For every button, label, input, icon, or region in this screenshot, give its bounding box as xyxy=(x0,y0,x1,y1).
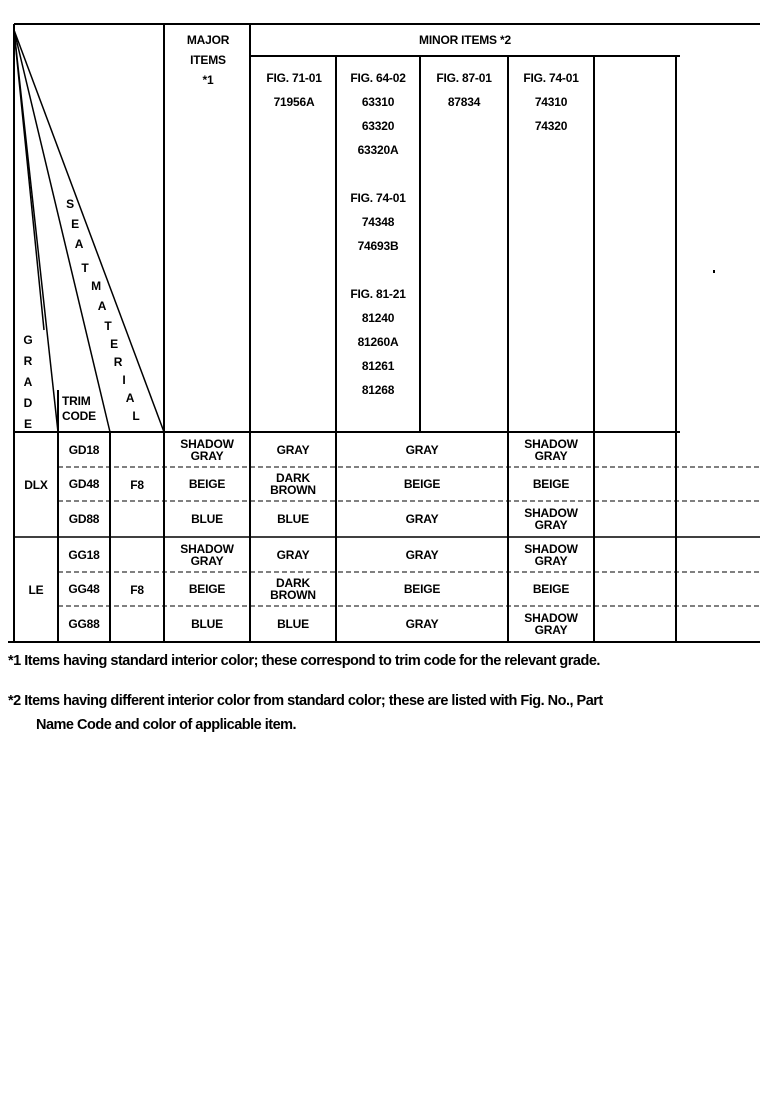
minor-item-1-color: GRAY xyxy=(276,442,310,457)
footnote-1: *1 Items having standard interior color; these correspond to trim code for the relevant grade. xyxy=(8,653,600,669)
major-item-color: BEIGE xyxy=(188,477,226,491)
minor-item-2-3-color: GRAY xyxy=(405,512,439,526)
major-item-color: BLUE xyxy=(191,512,223,526)
seat-material-letter: A xyxy=(74,237,84,251)
grade-letter: A xyxy=(23,375,33,389)
minor-item-2-3-color: GRAY xyxy=(405,547,439,562)
major-item-color-cell xyxy=(164,432,250,467)
seat-material: F8 xyxy=(130,477,144,492)
seat-material: F8 xyxy=(130,582,144,597)
major-items-label: MAJOR ITEMS *1 xyxy=(186,33,230,87)
minor-item-2-3-color: GRAY xyxy=(405,442,439,457)
seat-material-letter: S xyxy=(66,197,74,211)
minor-item-4-color-cell xyxy=(508,537,594,572)
minor-item-2-3-color-cell xyxy=(336,572,508,606)
grade-cell xyxy=(14,537,58,642)
minor-item-2-3-color-cell xyxy=(336,537,508,572)
major-item-color-cell xyxy=(164,467,250,501)
trim-code-cell xyxy=(58,432,110,467)
seat-material-letter: T xyxy=(104,319,112,333)
minor-item-4-color: SHADOW GRAY xyxy=(524,611,578,637)
minor-item-4-color-cell xyxy=(508,432,594,467)
minor-item-1-color: BLUE xyxy=(277,617,309,631)
seat-material-letter: E xyxy=(71,217,79,231)
minor-items-label: MINOR ITEMS *2 xyxy=(419,33,511,47)
minor-column-4-header: FIG. 74-01 74310 74320 xyxy=(523,71,579,133)
seat-material-letter: I xyxy=(122,373,126,387)
minor-item-4-color: SHADOW GRAY xyxy=(524,506,578,532)
minor-item-1-color-cell xyxy=(250,537,336,572)
trim-code: GD88 xyxy=(68,512,100,526)
major-item-color: SHADOW GRAY xyxy=(180,436,234,463)
grade-letter: D xyxy=(23,396,33,410)
minor-item-1-color-cell xyxy=(250,572,336,606)
grade-letter: R xyxy=(23,354,33,368)
minor-item-4-color-cell xyxy=(508,501,594,537)
seat-material-letter: L xyxy=(132,409,140,423)
seat-material-letter: M xyxy=(91,279,101,293)
grade-letter: E xyxy=(23,417,32,431)
minor-item-1-color-cell xyxy=(250,467,336,501)
minor-item-4-color: BEIGE xyxy=(532,477,570,491)
minor-item-1-color: DARK BROWN xyxy=(270,471,316,497)
minor-item-2-3-color: BEIGE xyxy=(403,477,441,491)
trim-code: GD48 xyxy=(68,477,100,491)
trim-code-cell xyxy=(58,572,110,606)
seat-material-letter: A xyxy=(97,299,107,313)
seat-material-letter: A xyxy=(125,391,135,405)
minor-item-4-color: SHADOW GRAY xyxy=(524,541,578,568)
grade-cell xyxy=(14,432,58,537)
major-item-color-cell xyxy=(164,572,250,606)
minor-item-2-3-color: GRAY xyxy=(405,617,439,631)
trim-code-label: TRIM CODE xyxy=(62,394,96,423)
minor-item-1-color: GRAY xyxy=(276,547,310,562)
trim-code: GD18 xyxy=(68,442,100,457)
footnote-2-line-2: Name Code and color of applicable item. xyxy=(36,717,297,733)
minor-item-4-color: BEIGE xyxy=(532,582,570,596)
trim-code: GG18 xyxy=(68,547,100,562)
minor-item-4-color: SHADOW GRAY xyxy=(524,436,578,463)
grade: LE xyxy=(28,582,44,597)
minor-item-4-color-cell xyxy=(508,467,594,501)
grade: DLX xyxy=(24,477,48,492)
seat-material-letter: E xyxy=(110,337,118,351)
seat-material-letter: T xyxy=(81,261,89,275)
minor-item-1-color-cell xyxy=(250,501,336,537)
major-item-color: SHADOW GRAY xyxy=(180,541,234,568)
grade-letter: G xyxy=(23,333,33,347)
minor-item-4-color-cell xyxy=(508,606,594,642)
minor-item-2-3-color-cell xyxy=(336,606,508,642)
minor-item-1-color-cell xyxy=(250,432,336,467)
trim-code: GG88 xyxy=(68,617,100,631)
major-item-color-cell xyxy=(164,606,250,642)
minor-column-3-header: FIG. 87-01 87834 xyxy=(436,71,492,109)
minor-item-2-3-color-cell xyxy=(336,467,508,501)
major-item-color-cell xyxy=(164,537,250,572)
minor-item-2-3-color: BEIGE xyxy=(403,582,441,596)
trim-code-cell xyxy=(58,467,110,501)
seat-material-letter: R xyxy=(113,355,123,369)
minor-column-2-header: FIG. 64-02 63310 63320 63320A FIG. 74-01 74348 74693B FIG. 81-21 81240 81260A 81261 81268 xyxy=(350,71,406,397)
seat-material-cell xyxy=(110,537,164,642)
trim-code-cell xyxy=(58,501,110,537)
seat-material-cell xyxy=(110,432,164,537)
minor-item-2-3-color-cell xyxy=(336,501,508,537)
minor-item-1-color: BLUE xyxy=(277,512,309,526)
footnote-2-line-1: *2 Items having different interior color from standard color; these are listed with Fig. No., Part xyxy=(8,693,603,709)
minor-item-4-color-cell xyxy=(508,572,594,606)
major-item-color-cell xyxy=(164,501,250,537)
trim-code-cell xyxy=(58,537,110,572)
major-item-color: BEIGE xyxy=(188,582,226,596)
minor-item-1-color: DARK BROWN xyxy=(270,576,316,602)
minor-item-1-color-cell xyxy=(250,606,336,642)
major-item-color: BLUE xyxy=(191,617,223,631)
trim-code: GG48 xyxy=(68,582,100,596)
minor-item-2-3-color-cell xyxy=(336,432,508,467)
grade-vertical-label xyxy=(22,330,34,435)
minor-column-1-header: FIG. 71-01 71956A xyxy=(266,71,322,109)
trim-code-cell xyxy=(58,606,110,642)
